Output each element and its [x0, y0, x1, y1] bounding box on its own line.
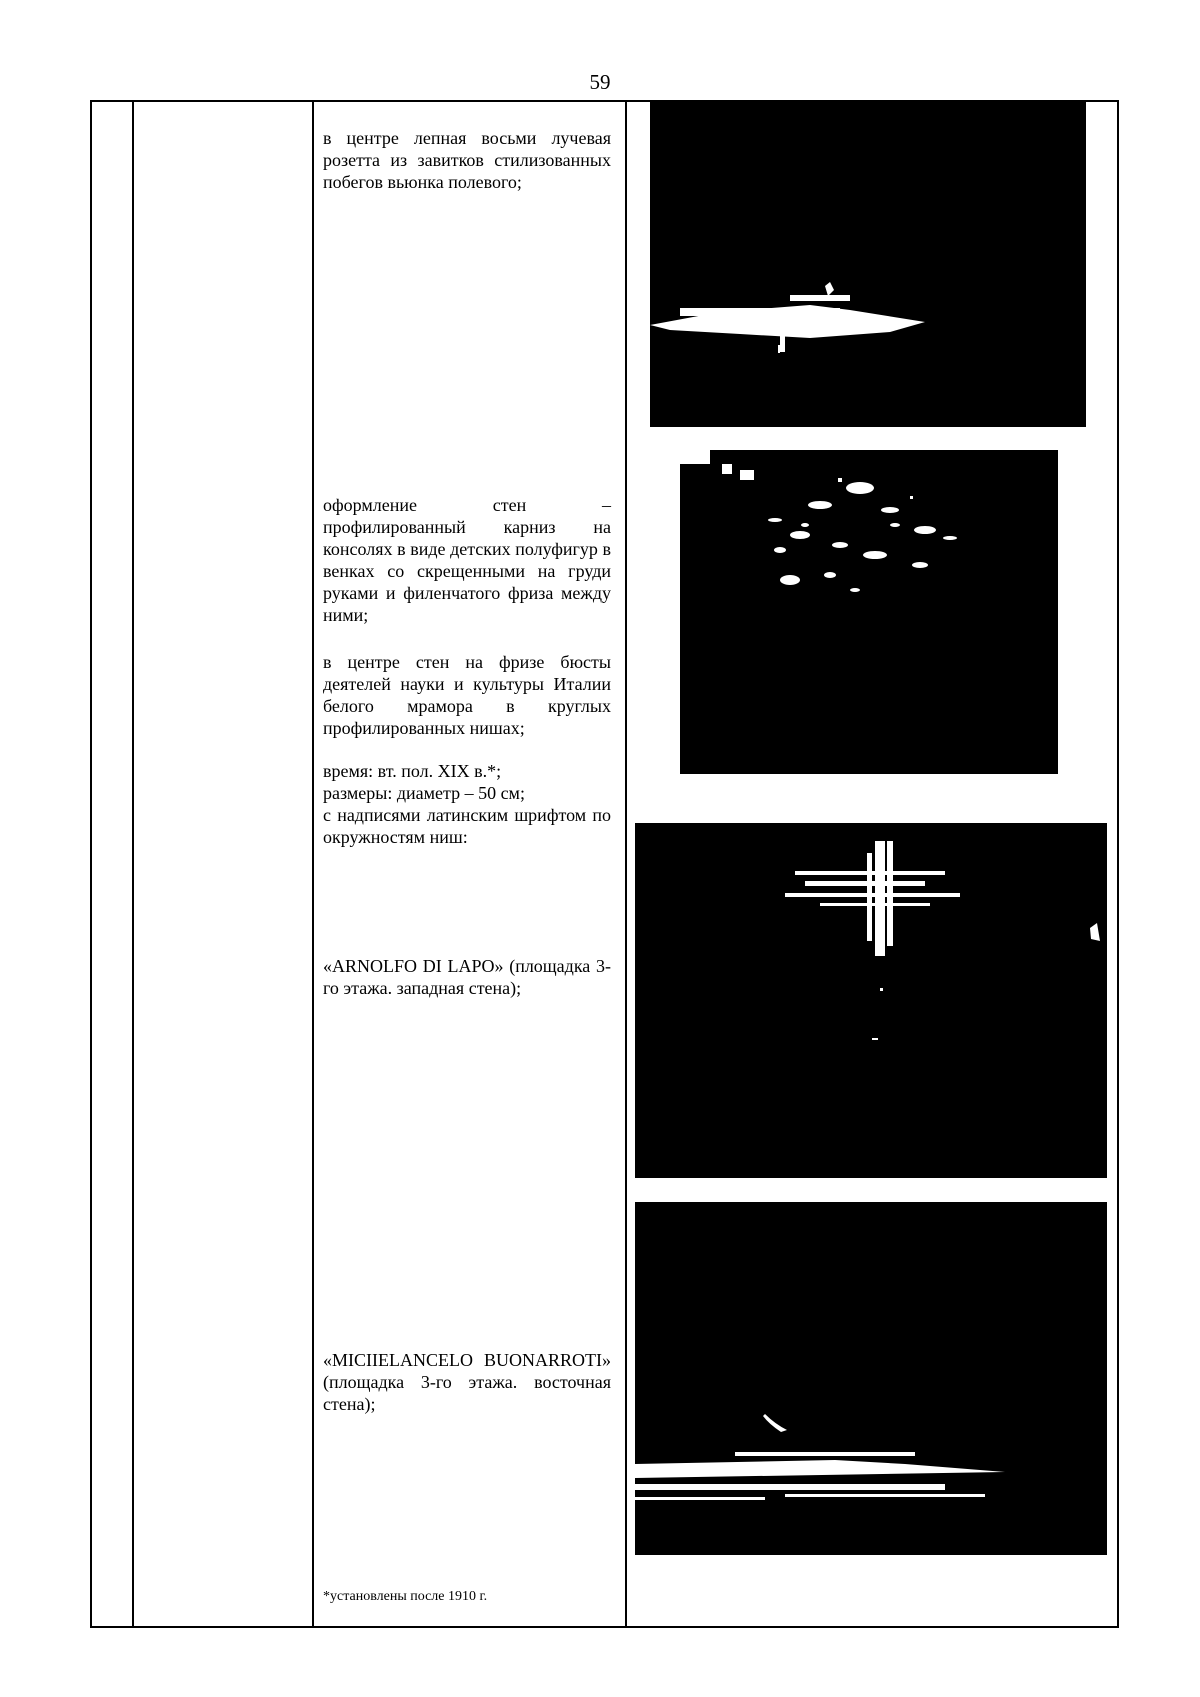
photo-wall-cornice [680, 450, 1058, 774]
description-busts: в центре стен на фризе бюсты деятелей науки и культуры Италии белого мрамора в круглых профилированных нишах; [323, 652, 611, 738]
photo-icon [650, 100, 1086, 427]
photo-icon [680, 450, 1058, 774]
page-number: 59 [589, 70, 611, 94]
footnote: *установлены после 1910 г. [323, 1589, 488, 1604]
photo-icon [635, 823, 1107, 1178]
description-inscriptions: с надписями латинским шрифтом по окружностям ниш: [323, 805, 611, 847]
description-rosette: в центре лепная восьми лучевая розетта из завитков стилизованных побегов вьюнка полевого; [323, 128, 611, 192]
inscription-arnolfo: «ARNOLFO DI LAPO» (площадка 3-го этажа. западная стена); [323, 956, 611, 998]
description-wall-decoration: оформление стен – профилированный карниз на консолях в виде детских полуфигур в венках со скрещенными на груди руками и филенчатого фриза между ними; [323, 495, 611, 625]
column-divider-2 [312, 102, 314, 1626]
photo-niche-michelangelo [635, 1202, 1107, 1555]
photo-rosette-ceiling [650, 100, 1086, 427]
column-divider-1 [132, 102, 134, 1626]
photo-icon [635, 1202, 1107, 1555]
photo-niche-arnolfo [635, 823, 1107, 1178]
inscription-michelangelo: «MICIIELANCELO BUONARROTI» (площадка 3-го этажа. восточная стена); [323, 1350, 611, 1414]
description-date: время: вт. пол. XIX в.*; [323, 761, 502, 781]
description-size: размеры: диаметр – 50 см; [323, 783, 525, 803]
column-divider-3 [625, 102, 627, 1626]
